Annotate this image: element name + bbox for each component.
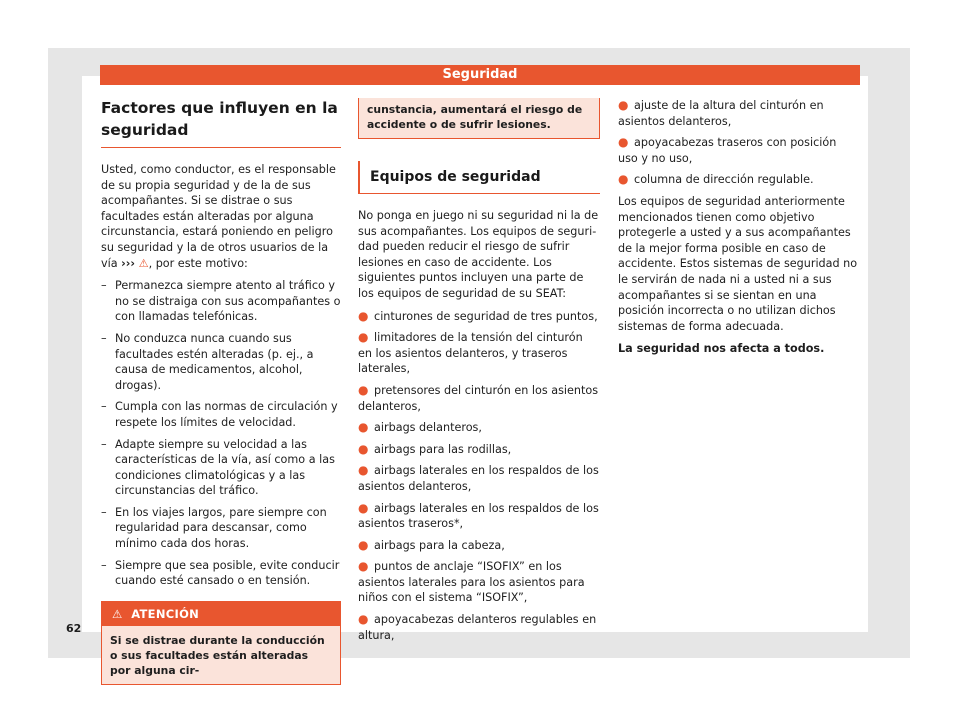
intro-text: Usted, como conductor, es el responsable de su propia seguridad y de la de sus acompañantes. Si se distrae o sus facultades están alteradas por alguna circunstancia, estará poniendo en peligro su seguridad y la de otros usuarios de la vía [101, 163, 336, 270]
list-item: ● limitadores de la tensión del cinturón en los asientos delanteros, y traseros laterales, [358, 330, 583, 376]
list-item: – En los viajes largos, pare siempre con regularidad para descansar, como mínimo cada dos horas. [101, 505, 327, 551]
list-item: – Permanezca siempre atento al tráfico y no se distraiga con sus acompañantes o con llamadas telefónicas. [101, 279, 341, 324]
section-header: Seguridad [100, 65, 860, 85]
list-item: ● airbags laterales en los respaldos de los asientos traseros*, [358, 500, 599, 531]
warning-header [102, 602, 340, 626]
list-item: ● pretensores del cinturón en los asientos delanteros, [358, 382, 599, 413]
intro-paragraph [101, 162, 341, 271]
equipos-intro: No ponga en juego ni su seguridad ni la de sus acompañantes. Los equipos de seguridad pueden reducir el riesgo de sufrir lesiones en caso de accidente. Los siguientes puntos incluyen una parte de los equipos de seguridad de su SEAT: [358, 209, 599, 300]
cross-reference-arrow[interactable]: ››› [121, 256, 135, 270]
list-item: ● puntos de anclaje “ISOFIX” en los asientos laterales para los asientos para niños con el sistema “ISOFIX”, [358, 559, 585, 605]
heading-factores: Factores que influyen en la seguridad [101, 95, 341, 148]
list-item: – Cumpla con las normas de circulación y respete los límites de velocidad. [101, 400, 338, 429]
list-item: ● apoyacabezas traseros con posición uso y no uso, [618, 135, 837, 165]
list-item: ● apoyacabezas delanteros regulables en altura, [358, 612, 597, 642]
column-1 [101, 95, 341, 685]
list-item: – Siempre que sea posible, evite conducir cuando esté cansado o en tensión. [101, 558, 340, 588]
closing-statement: La seguridad nos afecta a todos. [618, 342, 825, 356]
list-item: – No conduzca nunca cuando sus facultades estén alteradas (p. ej., a causa de medicamentos, alcohol, drogas). [101, 331, 314, 392]
column-3 [618, 98, 858, 364]
list-item: ● cinturones de seguridad de tres puntos, [358, 308, 598, 323]
list-item: ● airbags delanteros, [358, 420, 482, 435]
warning-continuation: cunstancia, aumentará el riesgo de accidente o de sufrir lesiones. [358, 98, 600, 139]
equipos-paragraph: Los equipos de seguridad anteriormente mencionados tienen como objetivo protegerle a usted y a sus acompañantes de la mejor forma posible en caso de accidente. Estos sistemas de seguridad no le servirán de nada ni a usted ni a sus acompañantes si se sientan en una posición incorrecta o no utilizan dichos sistemas de forma adecuada. [618, 194, 858, 333]
warning-label: ATENCIÓN [131, 606, 200, 621]
intro-text-end: , por este motivo: [148, 256, 248, 270]
warning-text: Si se distrae durante la conducción o sus facultades están alteradas por alguna cir- [102, 626, 340, 684]
list-item: – Adapte siempre su velocidad a las características de la vía, así como a las condiciones climatológicas y a las circunstancias del tráfico. [101, 437, 335, 498]
page-number: 62 [66, 622, 82, 635]
list-item: ● ajuste de la altura del cinturón en asientos delanteros, [618, 98, 824, 128]
motive-list [101, 278, 341, 589]
list-item: ● airbags laterales en los respaldos de los asientos delanteros, [358, 463, 599, 493]
list-item: ● airbags para la cabeza, [358, 537, 505, 552]
section-title-equipos: Equipos de seguridad [358, 161, 600, 194]
warning-box [101, 601, 341, 685]
list-item: ● airbags para las rodillas, [358, 441, 512, 456]
column-2 [358, 98, 600, 649]
list-item: ● columna de dirección regulable. [618, 172, 814, 187]
warning-triangle-icon: ⚠ [138, 256, 149, 270]
warning-triangle-icon: ⚠ [112, 606, 123, 621]
